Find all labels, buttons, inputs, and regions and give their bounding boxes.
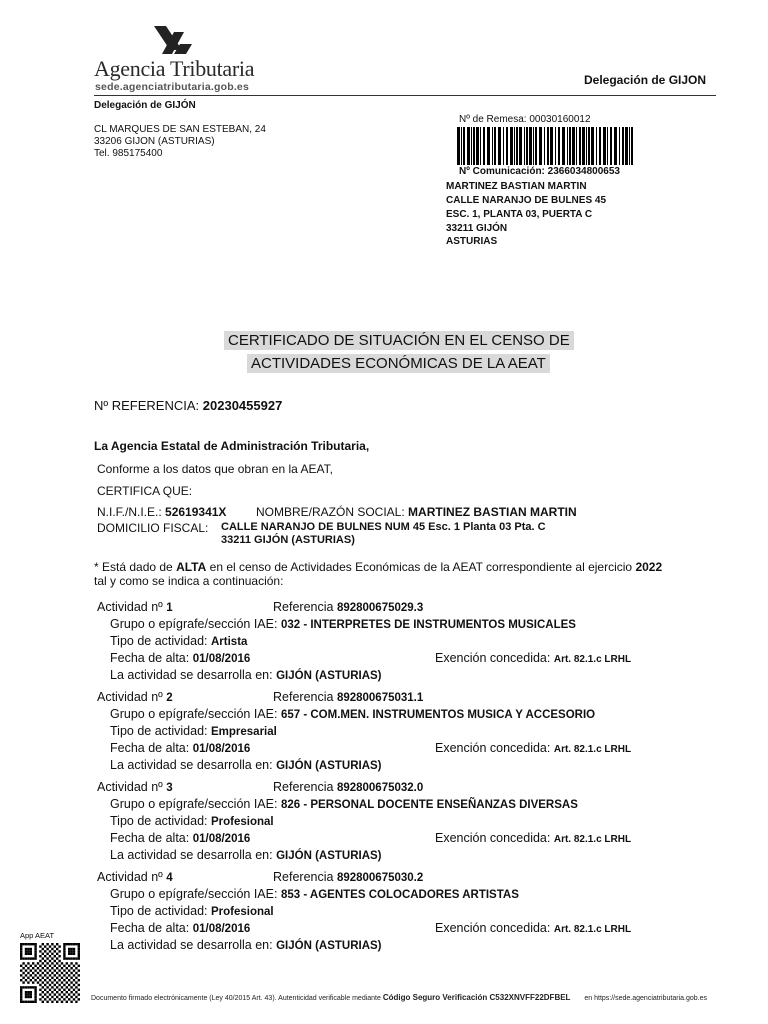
activity-exencion-value: Art. 82.1.c LRHL <box>553 834 632 845</box>
activity-lugar <box>110 938 382 952</box>
activity-fecha-value: 01/08/2016 <box>192 743 251 755</box>
activity-grupo-value: 032 - INTERPRETES DE INSTRUMENTOS MUSICALES <box>280 619 576 631</box>
header-rule <box>94 95 716 96</box>
activity-number-label: Actividad nº <box>97 870 163 884</box>
activity-lugar-value: GIJÓN (ASTURIAS) <box>276 670 382 682</box>
activity-grupo-label: Grupo o epígrafe/sección IAE: <box>110 887 278 901</box>
activity-number <box>97 780 173 794</box>
activity-tipo-label: Tipo de actividad: <box>110 724 208 738</box>
activity-tipo <box>110 904 274 918</box>
recipient-line: 33211 GIJÓN <box>446 223 508 234</box>
alta-middle: en el censo de Actividades Económicas de la AEAT correspondiente al ejercicio <box>209 560 633 574</box>
remesa-number: Nº de Remesa: 00030160012 <box>459 114 591 125</box>
activity-exencion-label: Exención concedida: <box>435 741 551 755</box>
footer-text-2: en https://sede.agenciatributaria.gob.es <box>584 995 707 1002</box>
activity-tipo-label: Tipo de actividad: <box>110 814 208 828</box>
activity-exencion-label: Exención concedida: <box>435 921 551 935</box>
activity-exencion <box>435 831 631 845</box>
barcode <box>457 127 635 165</box>
alta-year: 2022 <box>635 560 663 574</box>
activity-number-label: Actividad nº <box>97 600 163 614</box>
activity-number-value: 1 <box>166 602 173 614</box>
activity-reference-value: 892800675030.2 <box>336 872 424 884</box>
activity-fecha <box>110 831 250 845</box>
activity-fecha <box>110 651 250 665</box>
activity-number <box>97 690 173 704</box>
activity-exencion-label: Exención concedida: <box>435 831 551 845</box>
domicilio-line-2: 33211 GIJÓN (ASTURIAS) <box>221 534 355 546</box>
footer-csv: Código Seguro Verificación C532XNVFF22DFBEL <box>382 993 571 1002</box>
activity-number-value: 3 <box>166 782 173 794</box>
agency-logo <box>94 24 254 96</box>
activity-tipo-value: Artista <box>211 636 248 648</box>
activity-tipo <box>110 814 274 828</box>
activity-number-label: Actividad nº <box>97 690 163 704</box>
activity-fecha-value: 01/08/2016 <box>192 833 251 845</box>
certifica-text: CERTIFICA QUE: <box>97 484 193 498</box>
activity-fecha <box>110 921 250 935</box>
nombre-row <box>256 505 577 519</box>
activity-exencion <box>435 651 631 665</box>
activity-lugar-value: GIJÓN (ASTURIAS) <box>276 760 382 772</box>
recipient-line: ESC. 1, PLANTA 03, PUERTA C <box>446 209 593 220</box>
reference-label: Nº REFERENCIA: <box>94 398 200 413</box>
activity-exencion-value: Art. 82.1.c LRHL <box>553 744 632 755</box>
activity-lugar-label: La actividad se desarrolla en: <box>110 758 273 772</box>
sender-phone: Tel. 985175400 <box>94 148 163 159</box>
activity-fecha-label: Fecha de alta: <box>110 831 190 845</box>
activity-grupo <box>110 797 578 811</box>
activity-number-value: 4 <box>166 872 173 884</box>
comunicacion-number: Nº Comunicación: 2366034800653 <box>459 166 620 177</box>
conforme-text: Conforme a los datos que obran en la AEAT, <box>97 462 333 476</box>
activity-grupo <box>110 707 595 721</box>
certificate-subtitle: ACTIVIDADES ECONÓMICAS DE LA AEAT <box>247 354 550 373</box>
activity-exencion <box>435 921 631 935</box>
domicilio-line-1: CALLE NARANJO DE BULNES NUM 45 Esc. 1 Planta 03 Pta. C <box>221 521 546 533</box>
activity-tipo-value: Empresarial <box>211 726 277 738</box>
activity-grupo-value: 853 - AGENTES COLOCADORES ARTISTAS <box>280 889 519 901</box>
alta-statement <box>94 560 662 574</box>
header-delegacion: Delegación de GIJON <box>584 73 707 87</box>
activity-grupo-value: 657 - COM.MEN. INSTRUMENTOS MUSICA Y ACCESORIO <box>280 709 596 721</box>
activity-grupo-label: Grupo o epígrafe/sección IAE: <box>110 797 278 811</box>
activity-reference-value: 892800675031.1 <box>336 692 424 704</box>
activity-tipo <box>110 724 277 738</box>
activity-reference-value: 892800675029.3 <box>336 602 424 614</box>
activity-reference <box>273 600 423 614</box>
certificate-title: CERTIFICADO DE SITUACIÓN EN EL CENSO DE <box>224 331 574 350</box>
activity-grupo-label: Grupo o epígrafe/sección IAE: <box>110 707 278 721</box>
activity-reference-label: Referencia <box>273 780 334 794</box>
activity-fecha-label: Fecha de alta: <box>110 651 190 665</box>
recipient-line: CALLE NARANJO DE BULNES 45 <box>446 195 607 206</box>
sender-address-2: 33206 GIJON (ASTURIAS) <box>94 136 215 147</box>
nombre-label: NOMBRE/RAZÓN SOCIAL: <box>256 505 405 519</box>
recipient-line: MARTINEZ BASTIAN MARTIN <box>446 181 587 192</box>
activity-grupo-label: Grupo o epígrafe/sección IAE: <box>110 617 278 631</box>
footer-text-1: Documento firmado electrónicamente (Ley 40/2015 Art. 43). Autenticidad verificable mediante <box>91 995 381 1002</box>
activity-lugar <box>110 668 382 682</box>
agency-logo-url: sede.agenciatributaria.gob.es <box>95 81 250 93</box>
activity-reference <box>273 690 423 704</box>
activity-fecha-value: 01/08/2016 <box>192 653 251 665</box>
activity-exencion <box>435 741 631 755</box>
activity-number <box>97 870 173 884</box>
activity-fecha <box>110 741 250 755</box>
activity-lugar-value: GIJÓN (ASTURIAS) <box>276 940 382 952</box>
activity-reference <box>273 780 423 794</box>
app-label: App AEAT <box>20 931 55 940</box>
activity-lugar-label: La actividad se desarrolla en: <box>110 938 273 952</box>
activity-tipo-value: Profesional <box>211 816 274 828</box>
nif-row <box>97 505 226 519</box>
domicilio-label: DOMICILIO FISCAL: <box>97 521 209 535</box>
sender-delegacion: Delegación de GIJÓN <box>94 100 196 111</box>
sender-address-1: CL MARQUES DE SAN ESTEBAN, 24 <box>94 124 266 135</box>
activity-reference-label: Referencia <box>273 870 334 884</box>
alta-word: ALTA <box>176 560 207 574</box>
activity-exencion-value: Art. 82.1.c LRHL <box>553 924 632 935</box>
activity-fecha-label: Fecha de alta: <box>110 921 190 935</box>
activity-grupo <box>110 887 519 901</box>
activity-number-value: 2 <box>166 692 173 704</box>
alta-prefix: * Está dado de <box>94 560 173 574</box>
activity-grupo-value: 826 - PERSONAL DOCENTE ENSEÑANZAS DIVERSAS <box>280 799 578 811</box>
activity-exencion-label: Exención concedida: <box>435 651 551 665</box>
activity-tipo-label: Tipo de actividad: <box>110 634 208 648</box>
activity-fecha-label: Fecha de alta: <box>110 741 190 755</box>
alta-continuation: tal y como se indica a continuación: <box>94 574 284 588</box>
activity-reference-label: Referencia <box>273 690 334 704</box>
signature-footer <box>91 993 707 1002</box>
activity-lugar <box>110 758 382 772</box>
reference-value: 20230455927 <box>202 398 283 413</box>
reference-number <box>94 398 282 413</box>
activity-reference-label: Referencia <box>273 600 334 614</box>
activity-exencion-value: Art. 82.1.c LRHL <box>553 654 632 665</box>
activity-number-label: Actividad nº <box>97 780 163 794</box>
activity-fecha-value: 01/08/2016 <box>192 923 251 935</box>
activity-reference <box>273 870 423 884</box>
nombre-value: MARTINEZ BASTIAN MARTIN <box>408 505 577 519</box>
activity-lugar-label: La actividad se desarrolla en: <box>110 848 273 862</box>
activity-grupo <box>110 617 576 631</box>
agency-logo-name: Agencia Tributaria <box>94 56 255 81</box>
activity-tipo-label: Tipo de actividad: <box>110 904 208 918</box>
activity-lugar-value: GIJÓN (ASTURIAS) <box>276 850 382 862</box>
activity-lugar <box>110 848 382 862</box>
activity-tipo <box>110 634 247 648</box>
qr-code <box>20 943 80 1003</box>
recipient-line: ASTURIAS <box>446 236 498 247</box>
agency-statement: La Agencia Estatal de Administración Tributaria, <box>94 439 370 453</box>
activity-reference-value: 892800675032.0 <box>336 782 424 794</box>
nif-value: 52619341X <box>165 505 227 519</box>
activity-lugar-label: La actividad se desarrolla en: <box>110 668 273 682</box>
activity-number <box>97 600 173 614</box>
activity-tipo-value: Profesional <box>211 906 274 918</box>
nif-label: N.I.F./N.I.E.: <box>97 505 162 519</box>
